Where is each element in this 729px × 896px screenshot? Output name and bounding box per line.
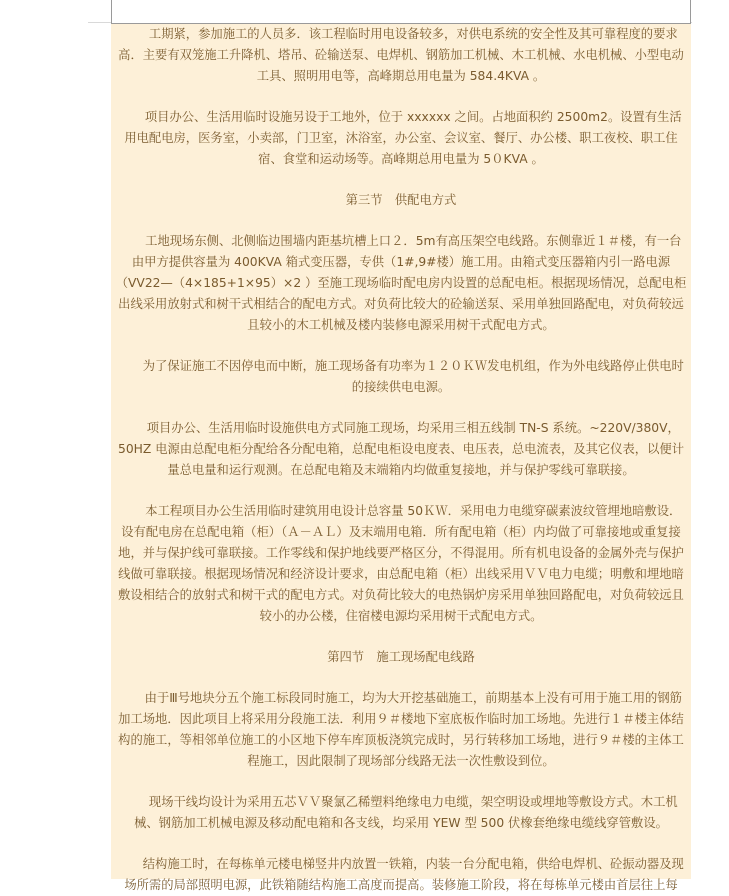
page-header-box bbox=[111, 0, 691, 24]
document-content bbox=[111, 24, 691, 892]
paragraph-9: 结构施工时，在每栋单元楼电梯竖井内放置一铁箱，内装一台分配电箱，供给电焊机、砼振动器及现场所需的局部照明电源，此铁箱随结构施工高度而提高。装修施工阶段，将在每栋单元楼由首层往上每 bbox=[124, 857, 684, 892]
paragraph-1: 工期紧，参加施工的人员多．该工程临时用电设备较多，对供电系统的安全性及其可靠程度的要求高．主要有双笼施工升降机、塔吊、砼输送泵、电焊机、钢筋加工机械、木工机械、水电机械、小型电动工具、照明用电等，高峰期总用电量为 584.4KVA 。 bbox=[118, 27, 684, 83]
paragraph-3: 工地现场东侧、北侧临边围墙内距基坑槽上口２．5m有高压架空电线路。东侧靠近１＃楼，有一台由甲方提供容量为 400KVA 箱式变压器，专供（1#,9#楼）施工用。由箱式变压器箱内引一路电源（VV22—（4×185+1×95）×2 ）至施工现场临时配电房内设置的总配电柜。根据现场情况，总配电柜出线采用放射式和树干式相结合的配电方式。对负荷比较大的砼输送泵、采用单独回路配电，对负荷较远且较小的木工机械及楼内装修电源采用树干式配电方式。 bbox=[115, 234, 687, 332]
section-heading-4: 第四节 施工现场配电线路 bbox=[327, 650, 475, 664]
paragraph-8: 现场干线均设计为采用五芯ＶＶ聚氯乙稀塑料绝缘电力电缆，架空明设或埋地等敷设方式。木工机械、钢筋加工机械电源及移动配电箱和各支线，均采用 YEW 型 500 伏橡套绝缘电缆线穿管敷设。 bbox=[134, 795, 678, 830]
paragraph-7: 由于Ⅲ号地块分五个施工标段同时施工，均为大开挖基础施工，前期基本上没有可用于施工用的钢筋加工场地．因此项目上将采用分段施工法．利用９＃楼地下室底板作临时加工场地。先进行１＃楼主体结构的施工，等相邻单位施工的小区地下停车库顶板浇筑完成时，另行转移加工场地，进行９＃楼的主体工程施工，因此限制了现场部分线路无法一次性敷设到位。 bbox=[118, 691, 684, 768]
section-heading-3: 第三节 供配电方式 bbox=[345, 193, 457, 207]
paragraph-5: 项目办公、生活用临时设施供电方式同施工现场，均采用三相五线制 TN-S 系统。~220V/380V，50HZ 电源由总配电柜分配给各分配电箱，总配电柜设电度表、电压表，总电流表，及其它仪表，以便计量总电量和运行观测。在总配电箱及末端箱内均做重复接地，并与保护零线可靠联接。 bbox=[118, 421, 684, 477]
paragraph-4: 为了保证施工不因停电而中断，施工现场备有功率为１２０ＫＷ发电机组，作为外电线路停止供电时的接续供电电源。 bbox=[142, 359, 684, 394]
paragraph-6: 本工程项目办公生活用临时建筑用电设计总容量 50ＫＷ．采用电力电缆穿碳素波纹管埋地暗敷设．设有配电房在总配电箱（柜）（Ａ－ＡＬ）及末端用电箱．所有配电箱（柜）内均做了可靠接地或重复接地，并与保护线可靠联接。工作零线和保护地线要严格区分，不得混用。所有机电设备的金属外壳与保护线做可靠联接。根据现场情况和经济设计要求，由总配电箱（柜）出线采用ＶＶ电力电缆；明敷和埋地暗敷设相结合的放射式和树干式的配电方式。对负荷比较大的电热锅炉房采用单独回路配电，对负荷较远且较小的办公楼，住宿楼电源均采用树干式配电方式。 bbox=[118, 504, 684, 623]
paragraph-2: 项目办公、生活用临时设施另设于工地外，位于 xxxxxx 之间。占地面积约 2500m2。设置有生活用电配电房，医务室，小卖部，门卫室，沐浴室，办公室、会议室、餐厅、办公楼、职工夜校、职工住宿、食堂和运动场等。高峰期总用电量为 5０KVA 。 bbox=[124, 110, 682, 166]
